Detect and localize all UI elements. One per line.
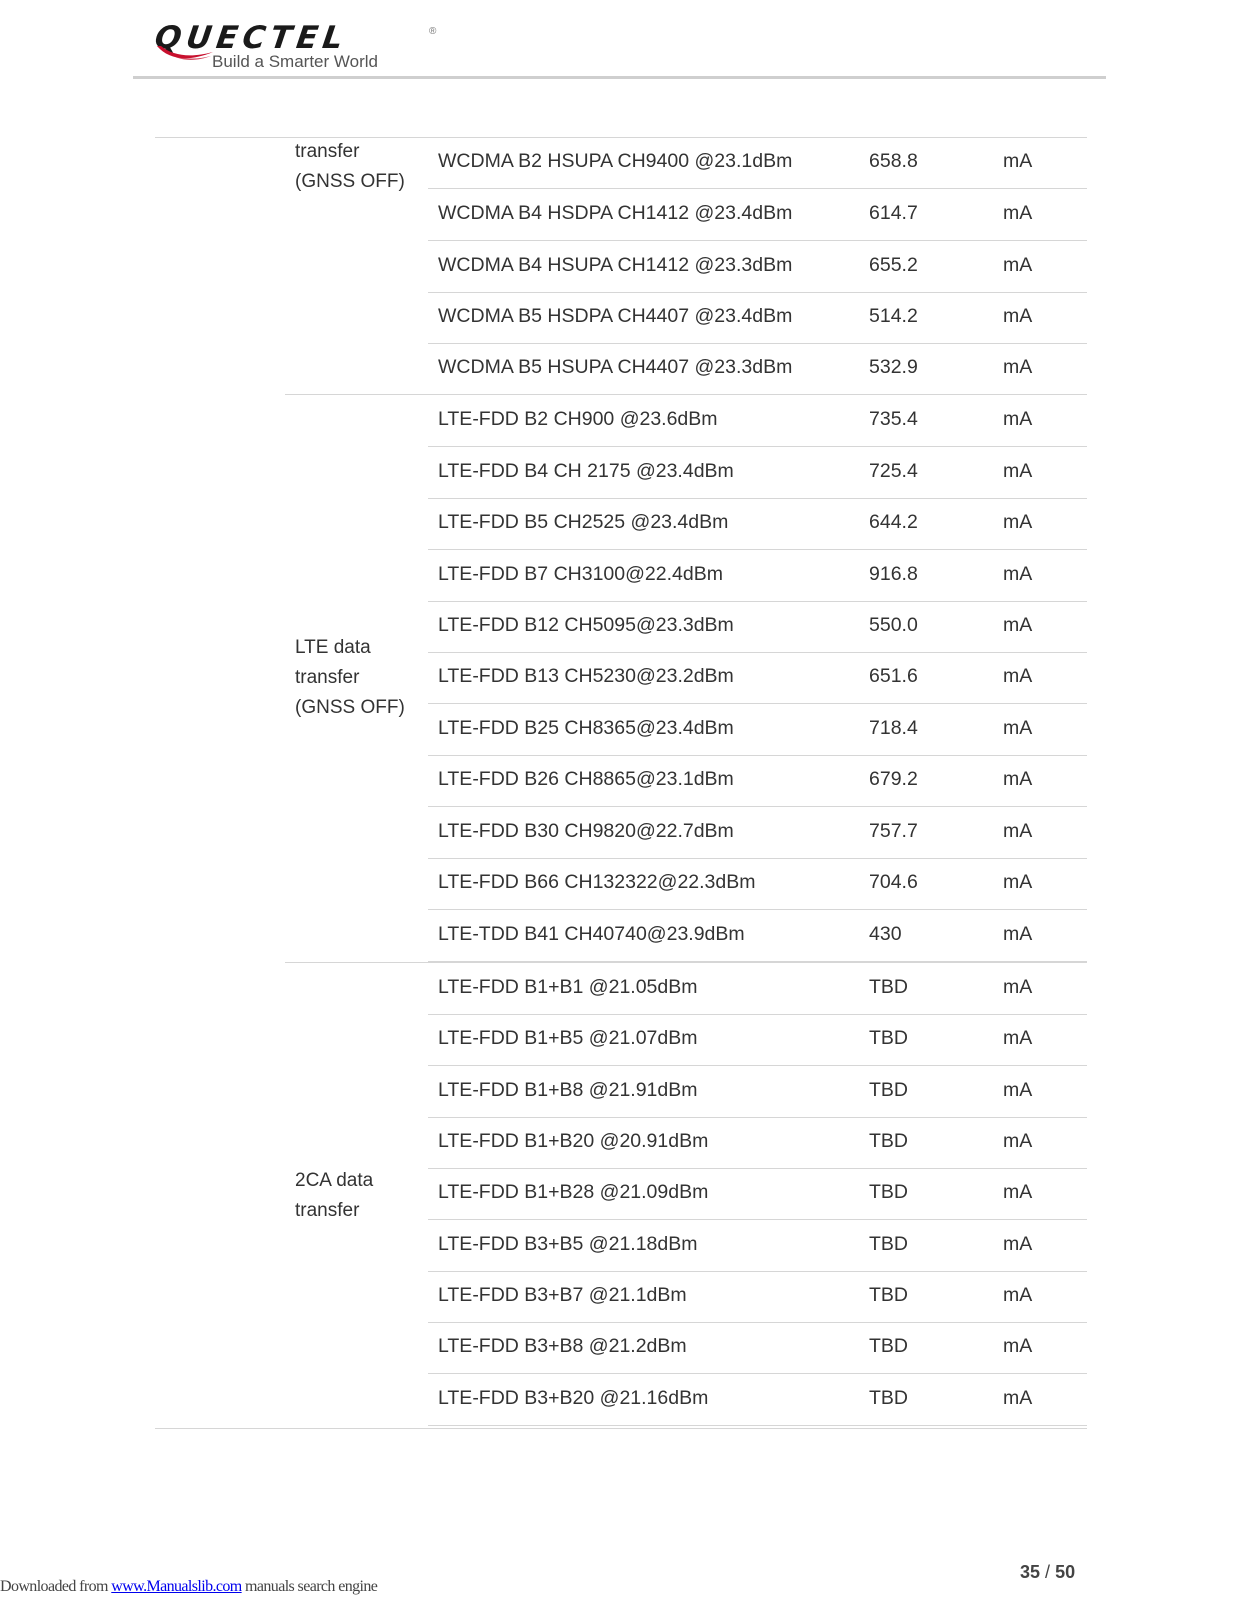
value-cell: 704.6	[869, 871, 918, 893]
page-header	[133, 0, 1106, 80]
page-current: 35	[1020, 1562, 1041, 1582]
unit-cell: mA	[1003, 976, 1033, 998]
table-row	[428, 137, 1087, 189]
group-label-line: LTE data	[295, 637, 371, 658]
group-label-line: transfer	[295, 141, 360, 162]
unit-cell: mA	[1003, 717, 1033, 739]
table-row	[428, 395, 1087, 447]
unit-cell: mA	[1003, 408, 1033, 430]
unit-cell: mA	[1003, 665, 1033, 687]
page-total: 50	[1055, 1562, 1076, 1582]
unit-cell: mA	[1003, 1284, 1033, 1306]
table-row	[428, 910, 1087, 962]
page-number	[1020, 1562, 1075, 1583]
table-row	[428, 755, 1087, 807]
unit-cell: mA	[1003, 871, 1033, 893]
table-bottom-border	[155, 1428, 1087, 1429]
condition-cell: WCDMA B4 HSUPA CH1412 @23.3dBm	[438, 254, 793, 276]
condition-cell: LTE-FDD B1+B28 @21.09dBm	[438, 1181, 709, 1203]
condition-cell: LTE-FDD B12 CH5095@23.3dBm	[438, 614, 734, 636]
condition-cell: LTE-TDD B41 CH40740@23.9dBm	[438, 923, 745, 945]
table-row	[428, 550, 1087, 602]
condition-cell: LTE-FDD B3+B5 @21.18dBm	[438, 1233, 698, 1255]
value-cell: TBD	[869, 976, 908, 998]
table-row	[428, 704, 1087, 756]
logo-tagline: Build a Smarter World	[212, 52, 378, 71]
unit-cell: mA	[1003, 1181, 1033, 1203]
unit-cell: mA	[1003, 563, 1033, 585]
table-row	[428, 189, 1087, 241]
condition-cell: WCDMA B4 HSDPA CH1412 @23.4dBm	[438, 202, 793, 224]
condition-cell: WCDMA B5 HSDPA CH4407 @23.4dBm	[438, 305, 793, 327]
value-cell: 679.2	[869, 768, 918, 790]
unit-cell: mA	[1003, 1130, 1033, 1152]
condition-cell: LTE-FDD B26 CH8865@23.1dBm	[438, 768, 734, 790]
group-label-line: transfer	[295, 1200, 360, 1221]
unit-cell: mA	[1003, 923, 1033, 945]
condition-cell: LTE-FDD B3+B7 @21.1dBm	[438, 1284, 687, 1306]
group-label-line: (GNSS OFF)	[295, 171, 405, 192]
unit-cell: mA	[1003, 820, 1033, 842]
table-row	[428, 1271, 1087, 1323]
value-cell: 532.9	[869, 356, 918, 378]
condition-cell: LTE-FDD B1+B8 @21.91dBm	[438, 1079, 698, 1101]
unit-cell: mA	[1003, 768, 1033, 790]
group-label-line: transfer	[295, 667, 360, 688]
download-footer	[0, 1578, 377, 1596]
condition-cell: LTE-FDD B3+B8 @21.2dBm	[438, 1335, 687, 1357]
value-cell: 725.4	[869, 460, 918, 482]
table-row	[428, 1066, 1087, 1118]
table-row	[428, 1322, 1087, 1374]
condition-cell: LTE-FDD B13 CH5230@23.2dBm	[438, 665, 734, 687]
value-cell: 655.2	[869, 254, 918, 276]
table-row	[428, 652, 1087, 704]
logo-swoosh-icon	[155, 42, 215, 64]
quectel-logo	[152, 20, 455, 75]
unit-cell: mA	[1003, 150, 1033, 172]
table-row	[428, 1014, 1087, 1066]
condition-cell: LTE-FDD B4 CH 2175 @23.4dBm	[438, 460, 734, 482]
table-row	[428, 858, 1087, 910]
table-row	[428, 241, 1087, 293]
unit-cell: mA	[1003, 356, 1033, 378]
value-cell: TBD	[869, 1027, 908, 1049]
value-cell: 757.7	[869, 820, 918, 842]
value-cell: 514.2	[869, 305, 918, 327]
table-row	[428, 1117, 1087, 1169]
logo-wordmark: QUECTEL	[152, 20, 351, 56]
unit-cell: mA	[1003, 254, 1033, 276]
condition-cell: LTE-FDD B1+B20 @20.91dBm	[438, 1130, 709, 1152]
condition-cell: WCDMA B5 HSUPA CH4407 @23.3dBm	[438, 356, 793, 378]
value-cell: 550.0	[869, 614, 918, 636]
condition-cell: WCDMA B2 HSUPA CH9400 @23.1dBm	[438, 150, 793, 172]
table-row	[428, 963, 1087, 1015]
footer-suffix: manuals search engine	[241, 1578, 378, 1595]
table-row	[428, 1220, 1087, 1272]
group-label-line: 2CA data	[295, 1170, 374, 1191]
value-cell: 718.4	[869, 717, 918, 739]
table-row	[428, 601, 1087, 653]
condition-cell: LTE-FDD B2 CH900 @23.6dBm	[438, 408, 718, 430]
group-label-wcdma	[295, 137, 405, 197]
unit-cell: mA	[1003, 202, 1033, 224]
table-row	[428, 447, 1087, 499]
value-cell: 916.8	[869, 563, 918, 585]
table-row	[428, 1168, 1087, 1220]
value-cell: TBD	[869, 1335, 908, 1357]
value-cell: TBD	[869, 1181, 908, 1203]
condition-cell: LTE-FDD B1+B5 @21.07dBm	[438, 1027, 698, 1049]
unit-cell: mA	[1003, 1027, 1033, 1049]
condition-cell: LTE-FDD B5 CH2525 @23.4dBm	[438, 511, 729, 533]
value-cell: 651.6	[869, 665, 918, 687]
value-cell: 644.2	[869, 511, 918, 533]
unit-cell: mA	[1003, 614, 1033, 636]
group-label-line: (GNSS OFF)	[295, 697, 405, 718]
value-cell: 614.7	[869, 202, 918, 224]
condition-cell: LTE-FDD B30 CH9820@22.7dBm	[438, 820, 734, 842]
unit-cell: mA	[1003, 1233, 1033, 1255]
value-cell: 658.8	[869, 150, 918, 172]
value-cell: TBD	[869, 1079, 908, 1101]
condition-cell: LTE-FDD B25 CH8365@23.4dBm	[438, 717, 734, 739]
condition-cell: LTE-FDD B7 CH3100@22.4dBm	[438, 563, 723, 585]
registered-mark: ®	[429, 26, 437, 37]
table-row	[428, 292, 1087, 344]
value-cell: TBD	[869, 1387, 908, 1409]
header-divider	[133, 76, 1106, 79]
table-row	[428, 807, 1087, 859]
table-row	[428, 1374, 1087, 1426]
unit-cell: mA	[1003, 305, 1033, 327]
value-cell: TBD	[869, 1233, 908, 1255]
table-row	[428, 498, 1087, 550]
unit-cell: mA	[1003, 1387, 1033, 1409]
value-cell: TBD	[869, 1130, 908, 1152]
unit-cell: mA	[1003, 1335, 1033, 1357]
value-cell: TBD	[869, 1284, 908, 1306]
manualslib-link[interactable]: www.Manualslib.com	[111, 1578, 242, 1595]
condition-cell: LTE-FDD B66 CH132322@22.3dBm	[438, 871, 756, 893]
group-label-lte	[295, 633, 405, 723]
group-label-2ca	[295, 1166, 373, 1226]
unit-cell: mA	[1003, 511, 1033, 533]
condition-cell: LTE-FDD B1+B1 @21.05dBm	[438, 976, 698, 998]
unit-cell: mA	[1003, 460, 1033, 482]
condition-cell: LTE-FDD B3+B20 @21.16dBm	[438, 1387, 709, 1409]
value-cell: 735.4	[869, 408, 918, 430]
footer-prefix: Downloaded from	[0, 1578, 112, 1595]
unit-cell: mA	[1003, 1079, 1033, 1101]
table-row	[428, 343, 1087, 395]
value-cell: 430	[869, 923, 902, 945]
page-separator: /	[1045, 1562, 1051, 1582]
